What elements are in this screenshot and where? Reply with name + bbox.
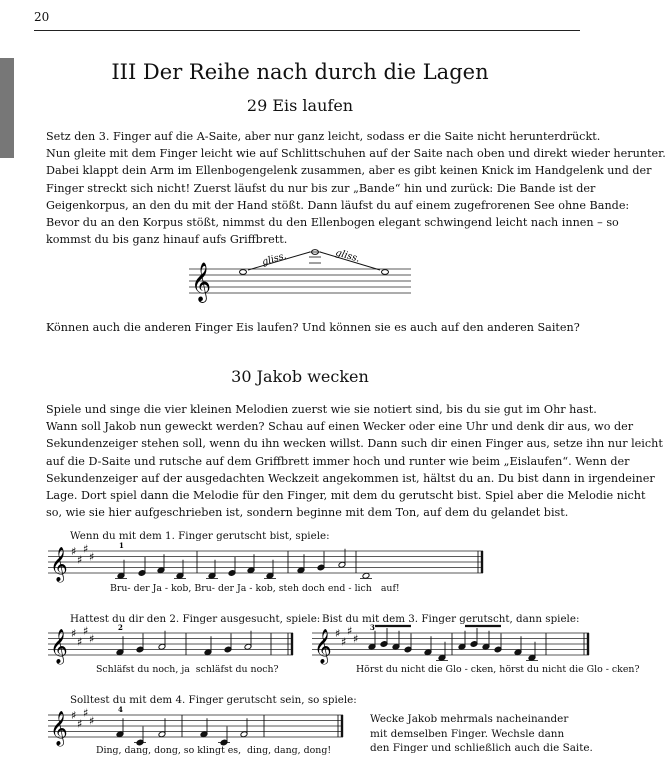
sharp-icon: ♯ (353, 632, 359, 646)
melody-1-label: Wenn du mit dem 1. Finger gerutscht bist, spiele: (70, 530, 330, 542)
paragraph-line: Spiele und singe die vier kleinen Melodien zuerst wie sie notiert sind, bis du sie gut im Ohr hast. (46, 403, 597, 416)
sharp-icon: ♯ (77, 553, 83, 567)
paragraph-line: Lage. Dort spiel dann die Melodie für den Finger, mit dem du gerutscht bist. Spiel aber die Melodie nicht (46, 489, 646, 503)
gliss-staff (185, 244, 415, 306)
sharp-icon: ♯ (89, 550, 95, 564)
sharp-icon: ♯ (71, 709, 77, 722)
treble-clef-icon: 𝄞 (191, 262, 212, 302)
paragraph-line: Sekundenzeiger stehen soll, wenn du ihn wecken willst. Dann such dir einen Finger aus, setze ihn nur leicht (46, 437, 663, 451)
sharp-icon: ♯ (89, 632, 95, 646)
section-29-question: Können auch die anderen Finger Eis laufen? Und können sie es auch auf den anderen Saiten? (46, 321, 580, 334)
melody-3-lyrics: Hörst du nicht die Glo - cken, hörst du nicht die Glo - cken? (356, 664, 640, 675)
melody-3-staff (310, 625, 592, 669)
gliss-label: gliss. (334, 247, 362, 265)
melody-4-lyrics: Ding, dang, dong, so klingt es, ding, dang, dong! (96, 745, 332, 756)
paragraph-line: auf die D-Saite und rutsche auf dem Griffbrett immer hoch und runter wie beim „Eislaufen“. Wenn der (46, 454, 630, 468)
sharp-icon: ♯ (77, 635, 83, 649)
section-29-paragraph (46, 128, 666, 248)
treble-clef-icon: 𝄞 (50, 629, 68, 664)
page-number: 20 (34, 10, 50, 24)
paragraph-line: Dabei klappt dein Arm im Ellenbogengelenk zusammen, aber es gibt keinen Knick im Handgelenk und der (46, 164, 652, 178)
sharp-icon: ♯ (83, 624, 89, 638)
harmonic-note (382, 270, 389, 275)
side-note-line: den Finger und schließlich auch die Saite. (370, 742, 593, 754)
melody-3-label: Bist du mit dem 3. Finger gerutscht, dann spiele: (322, 613, 580, 625)
paragraph-line: Wann soll Jakob nun geweckt werden? Schau auf einen Wecker oder eine Uhr und denk dir aus, wo der (46, 420, 634, 434)
melody-1-staff (46, 543, 486, 587)
header-rule (34, 30, 580, 31)
melody-2-label: Hattest du dir den 2. Finger ausgesucht, spiele: (70, 613, 321, 625)
finger-number: 1 (119, 541, 124, 550)
treble-clef-icon: 𝄞 (314, 629, 332, 664)
finger-number: 2 (118, 623, 123, 632)
section-29-title: 29 Eis laufen (246, 96, 354, 115)
treble-clef-icon: 𝄞 (50, 547, 68, 582)
chapter-title: III Der Reihe nach durch die Lagen (111, 60, 489, 84)
sharp-icon: ♯ (71, 627, 77, 640)
section-30-paragraph (46, 401, 663, 521)
side-note-line: Wecke Jakob mehrmals nacheinander (370, 713, 569, 725)
paragraph-line: kommst du bis ganz hinauf aufs Griffbrett. (46, 233, 288, 247)
harmonic-note (240, 270, 247, 275)
melody-2-lyrics: Schläfst du noch, ja schläfst du noch? (96, 664, 279, 675)
finger-number: 4 (118, 705, 123, 714)
side-note-line: mit demselben Finger. Wechsle dann (370, 727, 565, 740)
gliss-label: gliss. (260, 250, 288, 268)
paragraph-line: Sekundenzeiger auf der ausgedachten Weckzeit angekommen ist, hältst du an. Du bist dann in irgendeiner (46, 471, 655, 485)
sharp-icon: ♯ (341, 635, 347, 649)
sharp-icon: ♯ (83, 542, 89, 556)
paragraph-line: Geigenkorpus, an den du mit der Hand stößt. Dann läufst du auf einem zugefrorenen See ohne Bande: (46, 198, 630, 212)
section-30-title: 30 Jakob wecken (231, 367, 369, 386)
note-head (362, 572, 370, 579)
side-note (370, 712, 593, 756)
sharp-icon: ♯ (89, 714, 95, 728)
sharp-icon: ♯ (335, 627, 341, 640)
sharp-icon: ♯ (71, 545, 77, 558)
paragraph-line: Nun gleite mit dem Finger leicht wie auf Schlittschuhen auf der Saite nach oben und direkt wieder herunter. (46, 147, 666, 161)
paragraph-line: Bevor du an den Korpus stößt, nimmst du den Ellenbogen elegant schwingend leicht nach innen – so (46, 216, 619, 230)
melody-4-label: Solltest du mit dem 4. Finger gerutscht sein, so spiele: (70, 694, 357, 706)
paragraph-line: Finger streckt sich nicht! Zuerst läufst du nur bis zur „Bande“ hin und zurück: Die Bande ist der (46, 181, 596, 195)
sharp-icon: ♯ (347, 624, 353, 638)
melody-2-staff (46, 625, 296, 669)
treble-clef-icon: 𝄞 (50, 711, 68, 746)
melody-1-lyrics: Bru- der Ja - kob, Bru- der Ja - kob, steh doch end - lich auf! (110, 583, 400, 594)
paragraph-line: so, wie sie hier aufgeschrieben ist, sondern beginne mit dem Ton, auf dem du gelandet bist. (46, 506, 569, 520)
sharp-icon: ♯ (77, 717, 83, 731)
finger-number: 3 (370, 623, 375, 632)
sharp-icon: ♯ (83, 706, 89, 720)
paragraph-line: Setz den 3. Finger auf die A-Saite, aber nur ganz leicht, sodass er die Saite nicht herunterdrückt. (46, 130, 601, 143)
